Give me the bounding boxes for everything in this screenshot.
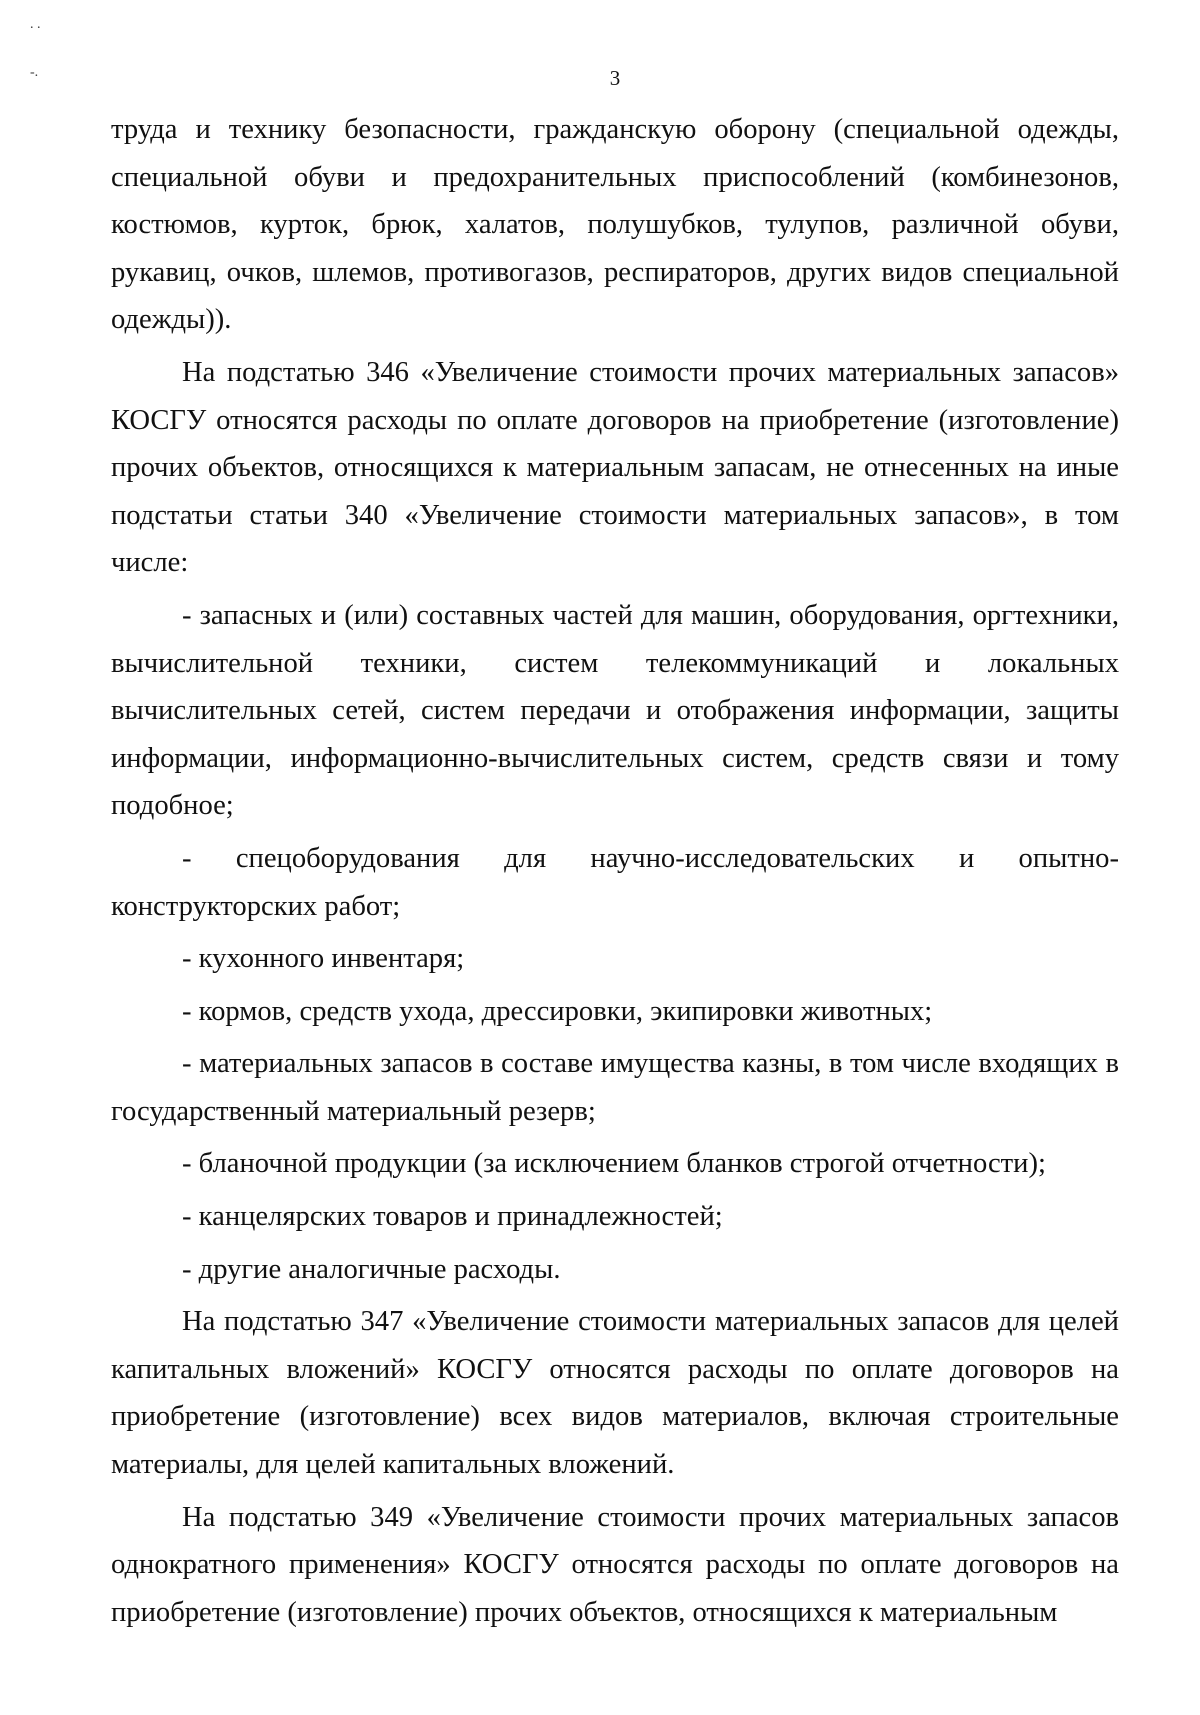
scan-mark: -.: [30, 65, 39, 80]
paragraph: труда и технику безопасности, гражданскую оборону (специальной одежды, специальной обуви и предохранительных приспособлений (комбинезонов, костюмов, курток, брюк, халатов, полушубков, тулупов, различной обуви, рукавиц, очков, шлемов, противогазов, респираторов, других видов специальной одежды)).: [111, 114, 1119, 336]
document-body: [111, 106, 1119, 1636]
scan-mark: . .: [30, 17, 41, 32]
paragraph: На подстатью 347 «Увеличение стоимости материальных запасов для целей капитальных вложений» КОСГУ относятся расходы по оплате договоров на приобретение (изготовление) всех видов материалов, включая строительные материалы, для целей капитальных вложений.: [111, 1306, 1119, 1481]
paragraph: На подстатью 349 «Увеличение стоимости прочих материальных запасов однократного применения» КОСГУ относятся расходы по оплате договоров на приобретение (изготовление) прочих объектов, относящихся к материальным: [111, 1501, 1119, 1628]
list-item: - другие аналогичные расходы.: [182, 1253, 561, 1285]
list-item: - кухонного инвентаря;: [182, 943, 465, 975]
list-item: - запасных и (или) составных частей для машин, оборудования, оргтехники, вычислительной техники, систем телекоммуникаций и локальных вычислительных сетей, систем передачи и отображения информации, защиты информации, информационно-вычислительных систем, средств связи и тому подобное;: [111, 599, 1119, 822]
list-item: - кормов, средств ухода, дрессировки, экипировки животных;: [182, 995, 933, 1027]
paragraph: На подстатью 346 «Увеличение стоимости прочих материальных запасов» КОСГУ относятся расходы по оплате договоров на приобретение (изготовление) прочих объектов, относящихся к материальным запасам, не отнесенных на иные подстатьи статьи 340 «Увеличение стоимости материальных запасов», в том числе:: [111, 356, 1119, 579]
list-item: - спецоборудования для научно-исследовательских и опытно-конструкторских работ;: [111, 842, 1119, 922]
list-item: - бланочной продукции (за исключением бланков строгой отчетности);: [182, 1148, 1046, 1180]
list-item: - канцелярских товаров и принадлежностей;: [182, 1201, 723, 1233]
list-item: - материальных запасов в составе имущества казны, в том числе входящих в государственный материальный резерв;: [111, 1048, 1119, 1127]
page-number: 3: [609, 66, 621, 90]
